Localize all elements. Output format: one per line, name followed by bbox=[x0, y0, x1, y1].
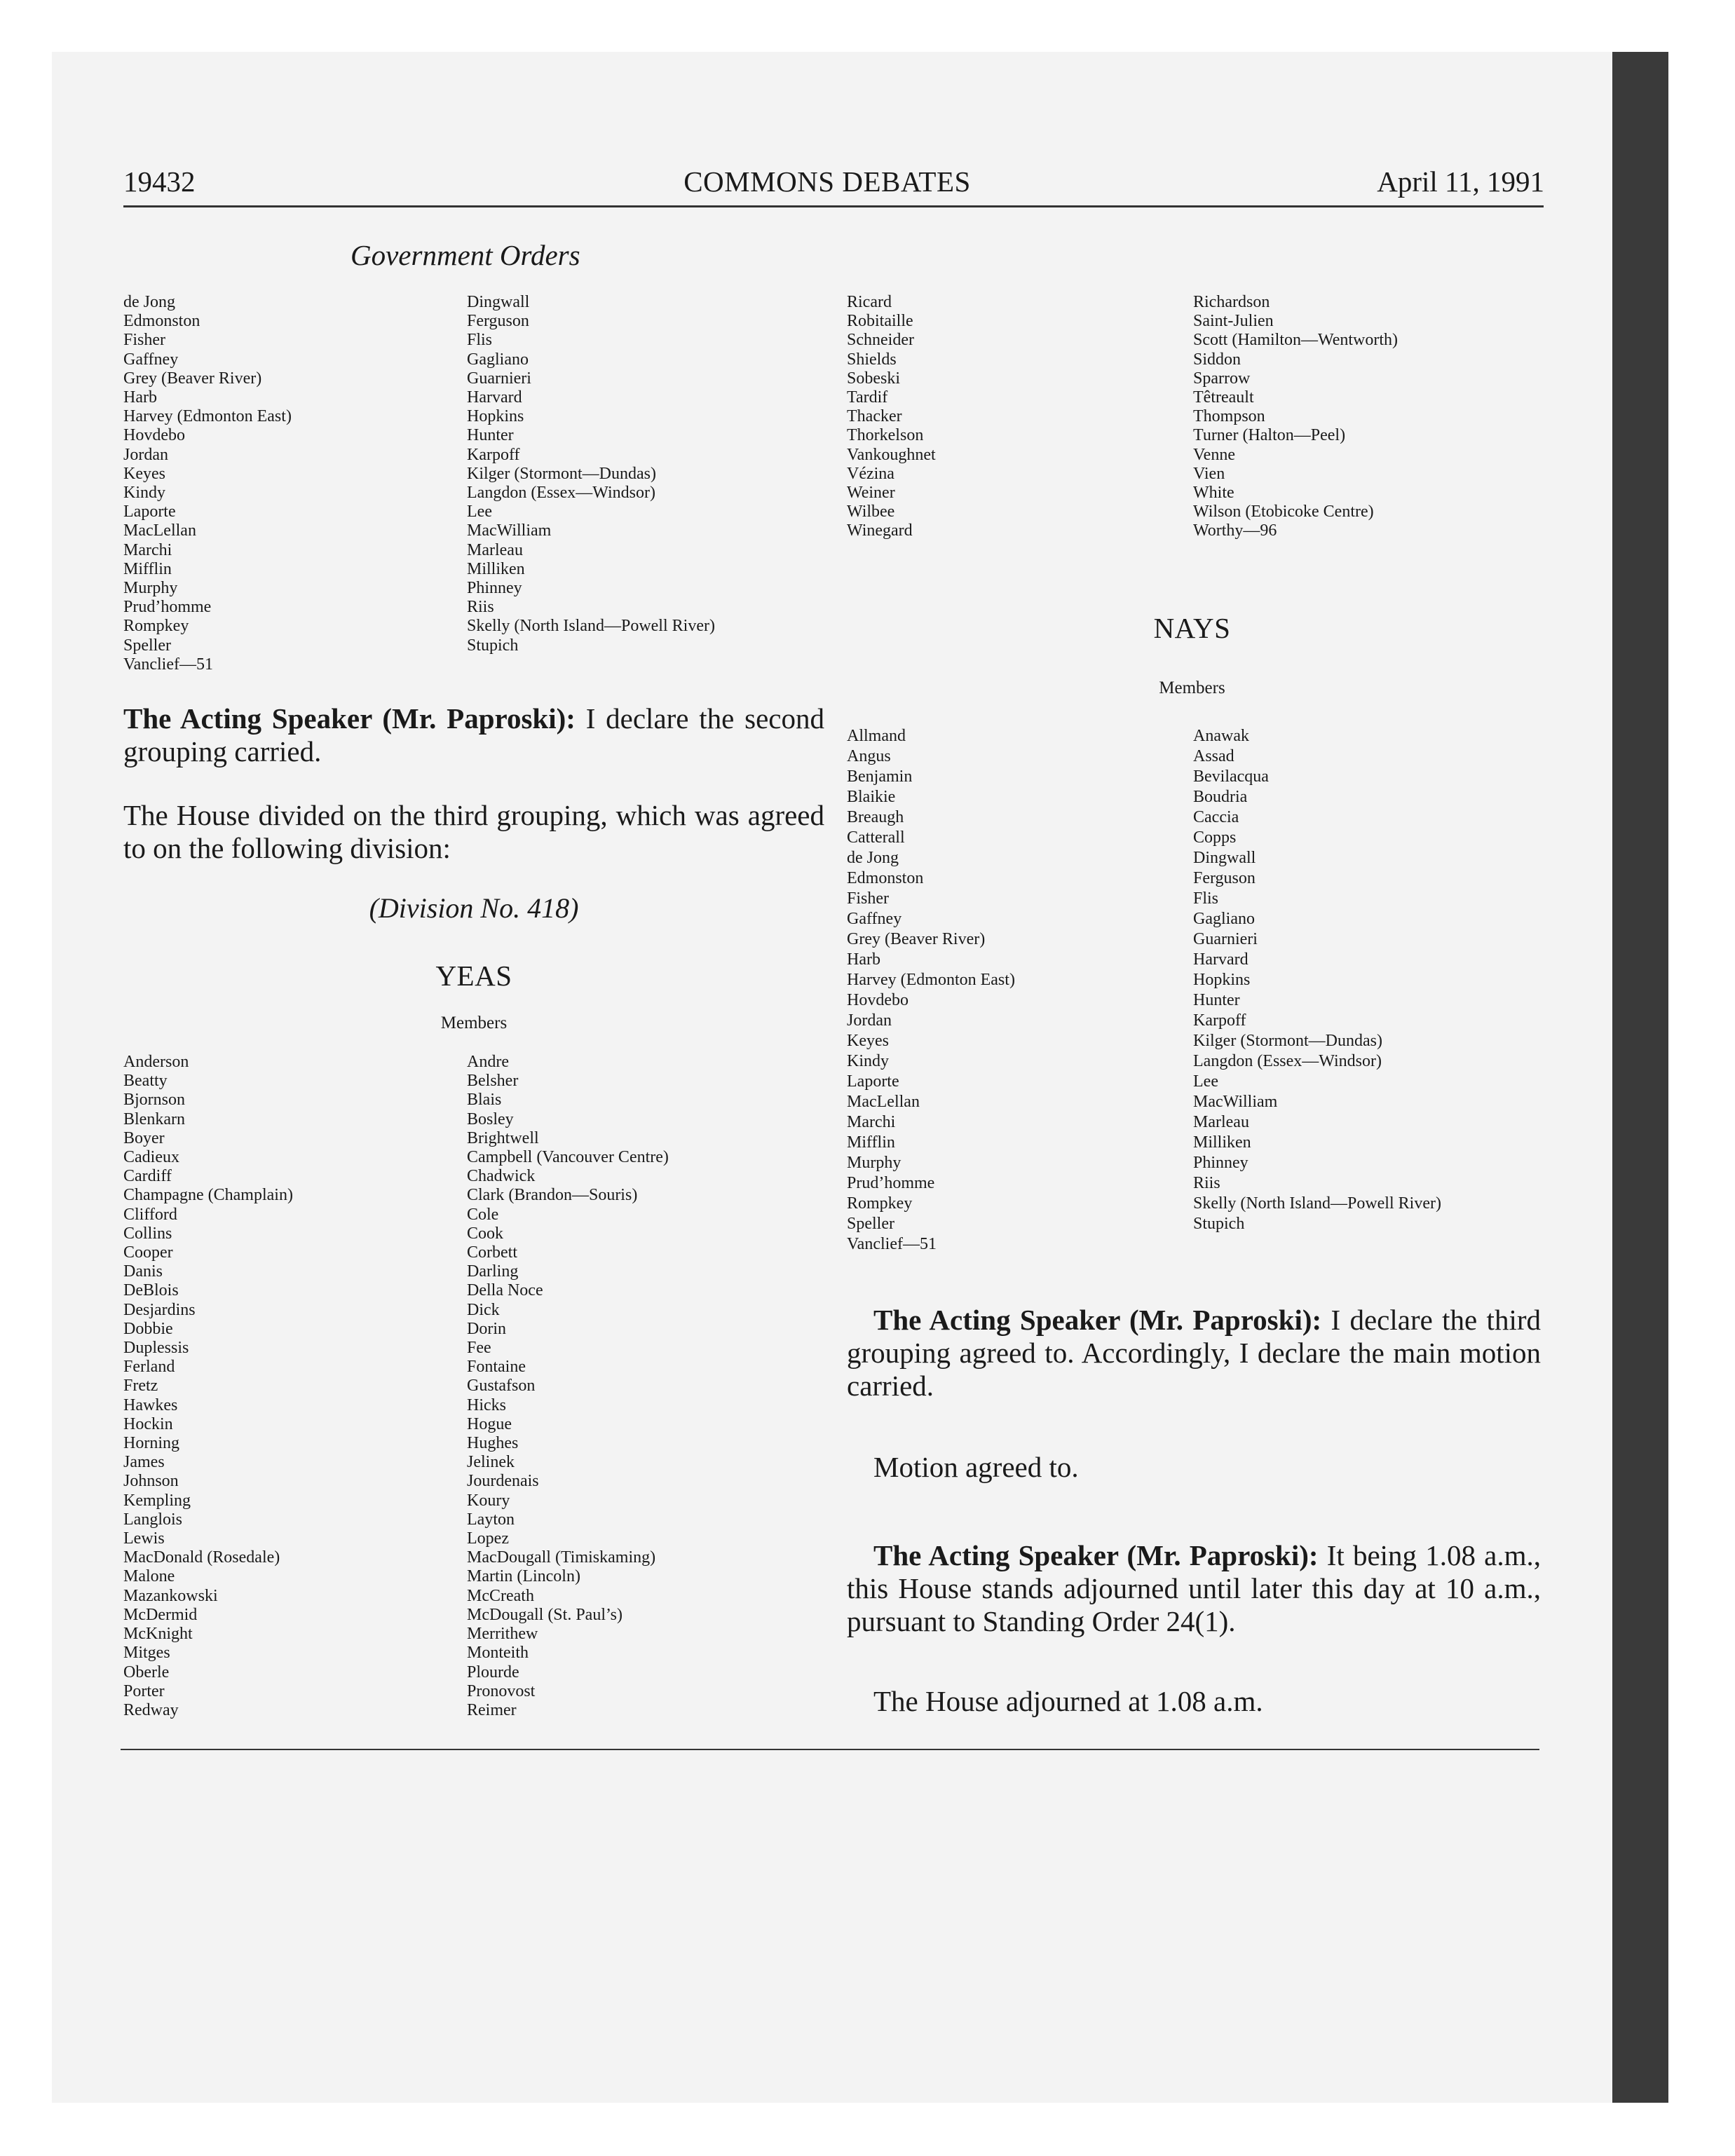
member-name: Thacker bbox=[847, 407, 902, 426]
member-name: Koury bbox=[467, 1491, 510, 1510]
member-name: Wilbee bbox=[847, 503, 895, 521]
member-name: Andre bbox=[467, 1053, 509, 1071]
member-name: Sobeski bbox=[847, 369, 901, 388]
member-name: Redway bbox=[123, 1700, 179, 1719]
yeas-col-4 bbox=[1193, 293, 1398, 541]
member-name: Langdon (Essex—Windsor) bbox=[467, 484, 655, 503]
member-name: Shields bbox=[847, 350, 897, 369]
speaker-text: It being 1.08 a.m., this House stands adjourned until later this day at 10 a.m., pursuant to Standing Order 24(1). bbox=[847, 1539, 1541, 1637]
member-name: Laporte bbox=[123, 503, 176, 521]
member-name: Karpoff bbox=[467, 445, 520, 464]
speaker-statement-1 bbox=[123, 702, 824, 768]
member-name: Cole bbox=[467, 1205, 499, 1224]
speaker-text: I declare the second grouping carried. bbox=[123, 702, 824, 767]
member-name: Fisher bbox=[847, 889, 889, 908]
member-name: Bevilacqua bbox=[1193, 767, 1269, 786]
member-name: Murphy bbox=[123, 579, 178, 598]
member-name: Venne bbox=[1193, 445, 1235, 464]
motion-agreed: Motion agreed to. bbox=[873, 1451, 1079, 1483]
member-name: Stupich bbox=[1193, 1215, 1245, 1233]
member-name: Assad bbox=[1193, 747, 1234, 765]
member-name: Karpoff bbox=[1193, 1011, 1246, 1030]
member-name: Cardiff bbox=[123, 1167, 172, 1186]
member-name: James bbox=[123, 1453, 165, 1472]
member-name: Clifford bbox=[123, 1205, 177, 1224]
member-name: Harvard bbox=[1193, 950, 1248, 969]
nays-members-label: Members bbox=[1159, 678, 1225, 697]
member-name: Danis bbox=[123, 1262, 163, 1281]
member-name: Saint-Julien bbox=[1193, 312, 1274, 331]
member-name: Kempling bbox=[123, 1491, 191, 1510]
member-name: Clark (Brandon—Souris) bbox=[467, 1186, 638, 1205]
page-number: 19432 bbox=[123, 165, 196, 198]
yeas-col-1 bbox=[123, 1053, 293, 1720]
member-name: Plourde bbox=[467, 1663, 519, 1681]
member-name: MacLellan bbox=[123, 521, 196, 540]
member-name: Bjornson bbox=[123, 1091, 186, 1110]
section-title: Government Orders bbox=[351, 239, 580, 271]
running-title: COMMONS DEBATES bbox=[683, 165, 971, 198]
member-name: Chadwick bbox=[467, 1167, 536, 1186]
member-name: de Jong bbox=[847, 849, 899, 867]
member-name: Scott (Hamilton—Wentworth) bbox=[1193, 331, 1399, 350]
member-name: McCreath bbox=[467, 1586, 534, 1605]
member-name: Lee bbox=[467, 503, 492, 521]
member-name: Merrithew bbox=[467, 1625, 538, 1644]
member-name: Malone bbox=[123, 1567, 175, 1586]
member-name: Harvey (Edmonton East) bbox=[123, 407, 292, 426]
member-name: Hunter bbox=[1193, 991, 1240, 1009]
member-name: Turner (Halton—Peel) bbox=[1193, 426, 1346, 445]
member-name: Marchi bbox=[123, 540, 172, 559]
member-name: Duplessis bbox=[123, 1339, 189, 1358]
member-name: Marchi bbox=[847, 1113, 896, 1131]
member-name: Langlois bbox=[123, 1510, 182, 1529]
member-name: Corbett bbox=[467, 1243, 517, 1262]
speaker-text: I declare the third grouping agreed to. Accordingly, I declare the main motion carried. bbox=[847, 1304, 1541, 1402]
member-name: MacWilliam bbox=[467, 521, 552, 540]
member-name: Stupich bbox=[467, 636, 519, 655]
member-name: Harvard bbox=[467, 388, 522, 407]
yeas-heading: YEAS bbox=[435, 960, 512, 992]
member-name: MacLellan bbox=[847, 1093, 920, 1111]
member-name: Thompson bbox=[1193, 407, 1265, 426]
member-name: Dorin bbox=[467, 1319, 506, 1338]
member-name: Fisher bbox=[123, 331, 165, 350]
member-name: Gagliano bbox=[1193, 910, 1255, 928]
member-name: Cook bbox=[467, 1224, 504, 1243]
member-name: Prud’homme bbox=[847, 1174, 935, 1192]
nays-heading: NAYS bbox=[1153, 612, 1231, 644]
member-name: Benjamin bbox=[847, 767, 913, 786]
member-name: Hovdebo bbox=[123, 426, 185, 445]
member-name: Cadieux bbox=[123, 1148, 179, 1167]
member-name: Riis bbox=[467, 598, 494, 617]
adjournment-note: The House adjourned at 1.08 a.m. bbox=[873, 1685, 1263, 1717]
member-name: White bbox=[1193, 484, 1234, 503]
member-name: Fee bbox=[467, 1339, 491, 1358]
member-name: Ferguson bbox=[467, 312, 529, 331]
division-intro: The House divided on the third grouping, which was agreed to on the following division: bbox=[123, 799, 824, 864]
member-name: Phinney bbox=[1193, 1154, 1248, 1172]
speaker-name: The Acting Speaker (Mr. Paproski): bbox=[873, 1304, 1322, 1336]
member-name: Tardif bbox=[847, 388, 888, 407]
member-name: Catterall bbox=[847, 828, 905, 847]
member-name: Thorkelson bbox=[847, 426, 924, 445]
member-name: Ferguson bbox=[1193, 869, 1256, 887]
member-name: Worthy—96 bbox=[1193, 521, 1277, 540]
member-name: Harb bbox=[847, 950, 880, 969]
member-name: Milliken bbox=[467, 559, 525, 578]
member-name: Harb bbox=[123, 388, 157, 407]
member-name: Vanclief—51 bbox=[847, 1235, 937, 1253]
member-name: Porter bbox=[123, 1681, 165, 1700]
member-name: Champagne (Champlain) bbox=[123, 1186, 293, 1205]
prev-division-col-2 bbox=[467, 293, 715, 655]
member-name: Flis bbox=[467, 331, 493, 350]
member-name: Anawak bbox=[1193, 727, 1249, 745]
header-rule bbox=[123, 205, 1544, 207]
member-name: Guarnieri bbox=[467, 369, 531, 388]
member-name: Belsher bbox=[467, 1072, 519, 1091]
member-name: Boyer bbox=[123, 1128, 165, 1147]
member-name: Brightwell bbox=[467, 1128, 539, 1147]
member-name: Riis bbox=[1193, 1174, 1220, 1192]
member-name: Hughes bbox=[467, 1434, 519, 1453]
member-name: McKnight bbox=[123, 1625, 193, 1644]
member-name: Robitaille bbox=[847, 312, 913, 331]
member-name: Ferland bbox=[123, 1358, 175, 1377]
member-name: MacDonald (Rosedale) bbox=[123, 1548, 280, 1567]
member-name: Siddon bbox=[1193, 350, 1241, 369]
member-name: Speller bbox=[123, 636, 171, 655]
member-name: Dingwall bbox=[1193, 849, 1256, 867]
member-name: Hopkins bbox=[467, 407, 524, 426]
member-name: Kindy bbox=[847, 1052, 889, 1070]
member-name: Mazankowski bbox=[123, 1586, 218, 1605]
member-name: Bosley bbox=[467, 1110, 514, 1128]
member-name: Wilson (Etobicoke Centre) bbox=[1193, 503, 1374, 521]
member-name: Fontaine bbox=[467, 1358, 526, 1377]
member-name: Hopkins bbox=[1193, 971, 1251, 989]
member-name: Vézina bbox=[847, 464, 894, 483]
speaker-statement-2 bbox=[847, 1304, 1541, 1403]
member-name: Kilger (Stormont—Dundas) bbox=[467, 464, 656, 483]
member-name: Gagliano bbox=[467, 350, 529, 369]
speaker-name: The Acting Speaker (Mr. Paproski): bbox=[873, 1539, 1319, 1571]
member-name: DeBlois bbox=[123, 1281, 179, 1300]
member-name: Dobbie bbox=[123, 1319, 173, 1338]
member-name: Beatty bbox=[123, 1072, 168, 1091]
yeas-members-label: Members bbox=[440, 1014, 508, 1032]
member-name: Copps bbox=[1193, 828, 1237, 847]
member-name: Vien bbox=[1193, 464, 1225, 483]
member-name: Jourdenais bbox=[467, 1472, 539, 1491]
member-name: Gaffney bbox=[847, 910, 902, 928]
member-name: Blenkarn bbox=[123, 1110, 185, 1128]
member-name: Hicks bbox=[467, 1396, 506, 1414]
member-name: Horning bbox=[123, 1434, 179, 1453]
member-name: Caccia bbox=[1193, 808, 1239, 826]
member-name: Schneider bbox=[847, 331, 914, 350]
member-name: Layton bbox=[467, 1510, 515, 1529]
member-name: Breaugh bbox=[847, 808, 904, 826]
member-name: Desjardins bbox=[123, 1300, 196, 1319]
member-name: Speller bbox=[847, 1215, 894, 1233]
member-name: Pronovost bbox=[467, 1681, 536, 1700]
member-name: Darling bbox=[467, 1262, 519, 1281]
member-name: Ricard bbox=[847, 293, 892, 311]
member-name: Keyes bbox=[123, 464, 165, 483]
member-name: Dingwall bbox=[467, 293, 530, 311]
member-name: McDermid bbox=[123, 1605, 198, 1624]
member-name: Kindy bbox=[123, 484, 165, 503]
member-name: Blaikie bbox=[847, 788, 896, 806]
page-date: April 11, 1991 bbox=[1377, 165, 1544, 198]
member-name: Gustafson bbox=[467, 1377, 536, 1396]
member-name: Lee bbox=[1193, 1072, 1218, 1091]
member-name: Laporte bbox=[847, 1072, 899, 1091]
member-name: MacWilliam bbox=[1193, 1093, 1278, 1111]
member-name: Marleau bbox=[467, 540, 523, 559]
member-name: Marleau bbox=[1193, 1113, 1249, 1131]
member-name: Reimer bbox=[467, 1700, 517, 1719]
member-name: de Jong bbox=[123, 293, 175, 311]
nays-col-2 bbox=[1193, 726, 1441, 1234]
member-name: Mitges bbox=[123, 1644, 170, 1663]
member-name: Mifflin bbox=[123, 559, 172, 578]
member-name: Skelly (North Island—Powell River) bbox=[467, 617, 715, 636]
member-name: Cooper bbox=[123, 1243, 173, 1262]
member-name: Jordan bbox=[847, 1011, 892, 1030]
speaker-statement-3 bbox=[847, 1539, 1541, 1638]
speaker-name: The Acting Speaker (Mr. Paproski): bbox=[123, 702, 576, 735]
member-name: Hogue bbox=[467, 1414, 512, 1433]
member-name: Allmand bbox=[847, 727, 906, 745]
member-name: Vankoughnet bbox=[847, 445, 936, 464]
member-name: Rompkey bbox=[847, 1194, 913, 1213]
nays-col-1 bbox=[847, 726, 1015, 1255]
member-name: Collins bbox=[123, 1224, 172, 1243]
member-name: Dick bbox=[467, 1300, 500, 1319]
prev-division-col-1 bbox=[123, 293, 292, 674]
member-name: Oberle bbox=[123, 1663, 170, 1681]
member-name: Kilger (Stormont—Dundas) bbox=[1193, 1032, 1382, 1050]
member-name: Sparrow bbox=[1193, 369, 1251, 388]
scan-edge-shadow bbox=[1612, 52, 1668, 2103]
member-name: Monteith bbox=[467, 1644, 529, 1663]
member-name: Rompkey bbox=[123, 617, 189, 636]
member-name: Winegard bbox=[847, 521, 913, 540]
member-name: Flis bbox=[1193, 889, 1219, 908]
member-name: Grey (Beaver River) bbox=[123, 369, 262, 388]
member-name: Skelly (North Island—Powell River) bbox=[1193, 1194, 1441, 1213]
member-name: Edmonston bbox=[847, 869, 924, 887]
footer-rule bbox=[121, 1749, 1539, 1750]
member-name: Johnson bbox=[123, 1472, 179, 1491]
member-name: Lewis bbox=[123, 1529, 165, 1548]
member-name: Vanclief—51 bbox=[123, 655, 213, 674]
member-name: Blais bbox=[467, 1091, 502, 1110]
member-name: Richardson bbox=[1193, 293, 1270, 311]
member-name: Jordan bbox=[123, 445, 168, 464]
member-name: Langdon (Essex—Windsor) bbox=[1193, 1052, 1382, 1070]
member-name: Gaffney bbox=[123, 350, 179, 369]
member-name: Hovdebo bbox=[847, 991, 909, 1009]
yeas-col-3 bbox=[847, 293, 936, 541]
member-name: Campbell (Vancouver Centre) bbox=[467, 1148, 669, 1167]
member-name: Guarnieri bbox=[1193, 930, 1258, 948]
member-name: McDougall (St. Paul’s) bbox=[467, 1605, 622, 1624]
member-name: Martin (Lincoln) bbox=[467, 1567, 580, 1586]
member-name: Weiner bbox=[847, 484, 895, 503]
member-name: Têtreault bbox=[1193, 388, 1254, 407]
division-number: (Division No. 418) bbox=[369, 892, 579, 924]
member-name: Fretz bbox=[123, 1377, 158, 1396]
member-name: Hunter bbox=[467, 426, 514, 445]
member-name: Murphy bbox=[847, 1154, 901, 1172]
member-name: Edmonston bbox=[123, 312, 200, 331]
member-name: Boudria bbox=[1193, 788, 1248, 806]
member-name: Milliken bbox=[1193, 1133, 1251, 1152]
member-name: Jelinek bbox=[467, 1453, 515, 1472]
member-name: Angus bbox=[847, 747, 891, 765]
member-name: Anderson bbox=[123, 1053, 189, 1071]
member-name: Phinney bbox=[467, 579, 522, 598]
member-name: Hockin bbox=[123, 1414, 173, 1433]
member-name: Keyes bbox=[847, 1032, 889, 1050]
member-name: Prud’homme bbox=[123, 598, 212, 617]
member-name: Hawkes bbox=[123, 1396, 178, 1414]
member-name: Lopez bbox=[467, 1529, 509, 1548]
member-name: Della Noce bbox=[467, 1281, 543, 1300]
member-name: MacDougall (Timiskaming) bbox=[467, 1548, 656, 1567]
member-name: Harvey (Edmonton East) bbox=[847, 971, 1015, 989]
member-name: Mifflin bbox=[847, 1133, 895, 1152]
member-name: Grey (Beaver River) bbox=[847, 930, 986, 948]
yeas-col-2 bbox=[467, 1053, 669, 1720]
